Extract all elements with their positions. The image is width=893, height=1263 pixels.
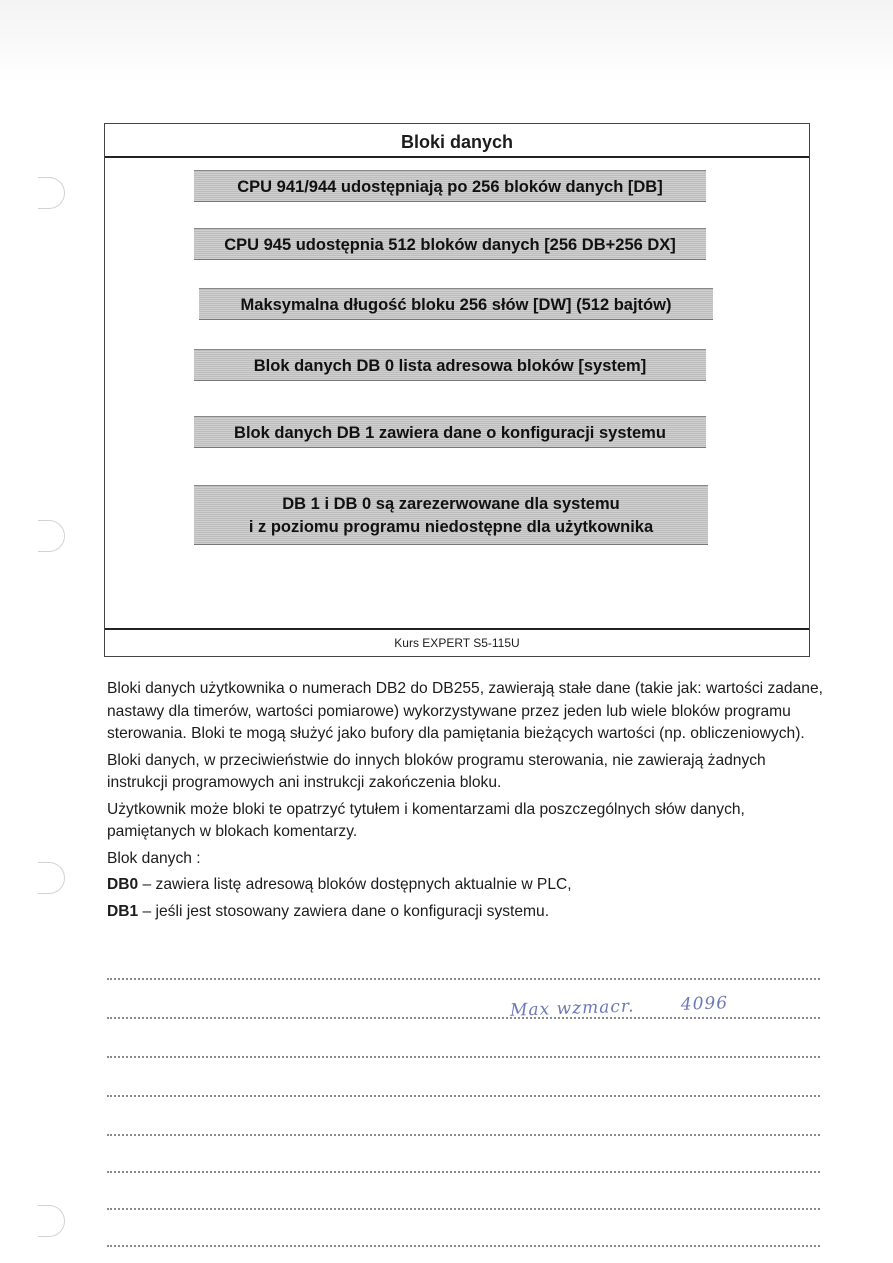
slide-frame: [104, 123, 810, 657]
scan-edge: [0, 0, 893, 82]
db0-text: – zawiera listę adresową bloków dostępnych aktualnie w PLC,: [138, 876, 572, 893]
handwritten-note-text: Max wzmacr.: [509, 996, 635, 1021]
slide-bar-text: CPU 945 udostępnia 512 bloków danych [256 DB+256 DX]: [224, 236, 676, 254]
slide-bar-text: CPU 941/944 udostępniają po 256 bloków danych [DB]: [237, 178, 663, 196]
note-line: [107, 1056, 820, 1058]
note-line: [107, 1208, 820, 1210]
punch-hole: [38, 862, 65, 894]
db1-text: – jeśli jest stosowany zawiera dane o konfiguracji systemu.: [138, 902, 550, 920]
slide-bar-line: i z poziomu programu niedostępne dla użytkownika: [248, 518, 654, 536]
slide-footer: Kurs EXPERT S5-115U: [105, 628, 809, 656]
punch-hole: [38, 177, 65, 209]
paragraph: Bloki danych użytkownika o numerach DB2 do DB255, zawierają stałe dane (takie jak: wartości zadane, nastawy dla timerów, wartości pomiarowe) wykorzystywane przez jeden lub wiele bloków programu sterowania. Bloki te mogą służyć jako bufory dla pamiętania bieżących wartości (np. obliczeniowych).: [107, 680, 823, 742]
slide-bar-db0: [194, 349, 706, 381]
slide-bar-cpu-941: [194, 170, 706, 202]
body-text: [107, 678, 827, 927]
slide-bar-text: Maksymalna długość bloku 256 słów [DW] (512 bajtów): [240, 296, 672, 314]
db0-line: [107, 874, 827, 897]
note-line: [107, 1245, 820, 1247]
db1-line: [107, 901, 827, 924]
note-line: [107, 1134, 820, 1136]
slide-bar-max-length: [199, 288, 713, 320]
slide-bar-cpu-945: [194, 228, 706, 260]
paragraph: Bloki danych, w przeciwieństwie do innych bloków programu sterowania, nie zawierają żadnych instrukcji programowych ani instrukcji zakończenia bloku.: [107, 751, 766, 791]
note-line: [107, 1171, 820, 1173]
slide-bar-line: DB 1 i DB 0 są zarezerwowane dla systemu: [282, 495, 620, 513]
slide-bar-db1: [194, 416, 706, 448]
note-line: [107, 1095, 820, 1097]
note-line: [107, 978, 820, 980]
note-line: [107, 1017, 820, 1019]
db0-label: DB0: [107, 876, 139, 893]
paragraph: Użytkownik może bloki te opatrzyć tytułem i komentarzami dla poszczególnych słów danych, pamiętanych w blokach komentarzy.: [107, 800, 745, 840]
handwritten-note-number: 4096: [680, 993, 729, 1015]
slide-bar-text: Blok danych DB 0 lista adresowa bloków [system]: [253, 357, 647, 375]
slide-title: Bloki danych: [105, 124, 809, 158]
slide-bar-reserved: [194, 485, 708, 545]
db1-label: DB1: [107, 902, 139, 920]
punch-hole: [38, 1205, 65, 1237]
paragraph: Blok danych :: [107, 849, 201, 867]
punch-hole: [38, 520, 65, 552]
slide-bar-text: Blok danych DB 1 zawiera dane o konfiguracji systemu: [234, 424, 666, 442]
